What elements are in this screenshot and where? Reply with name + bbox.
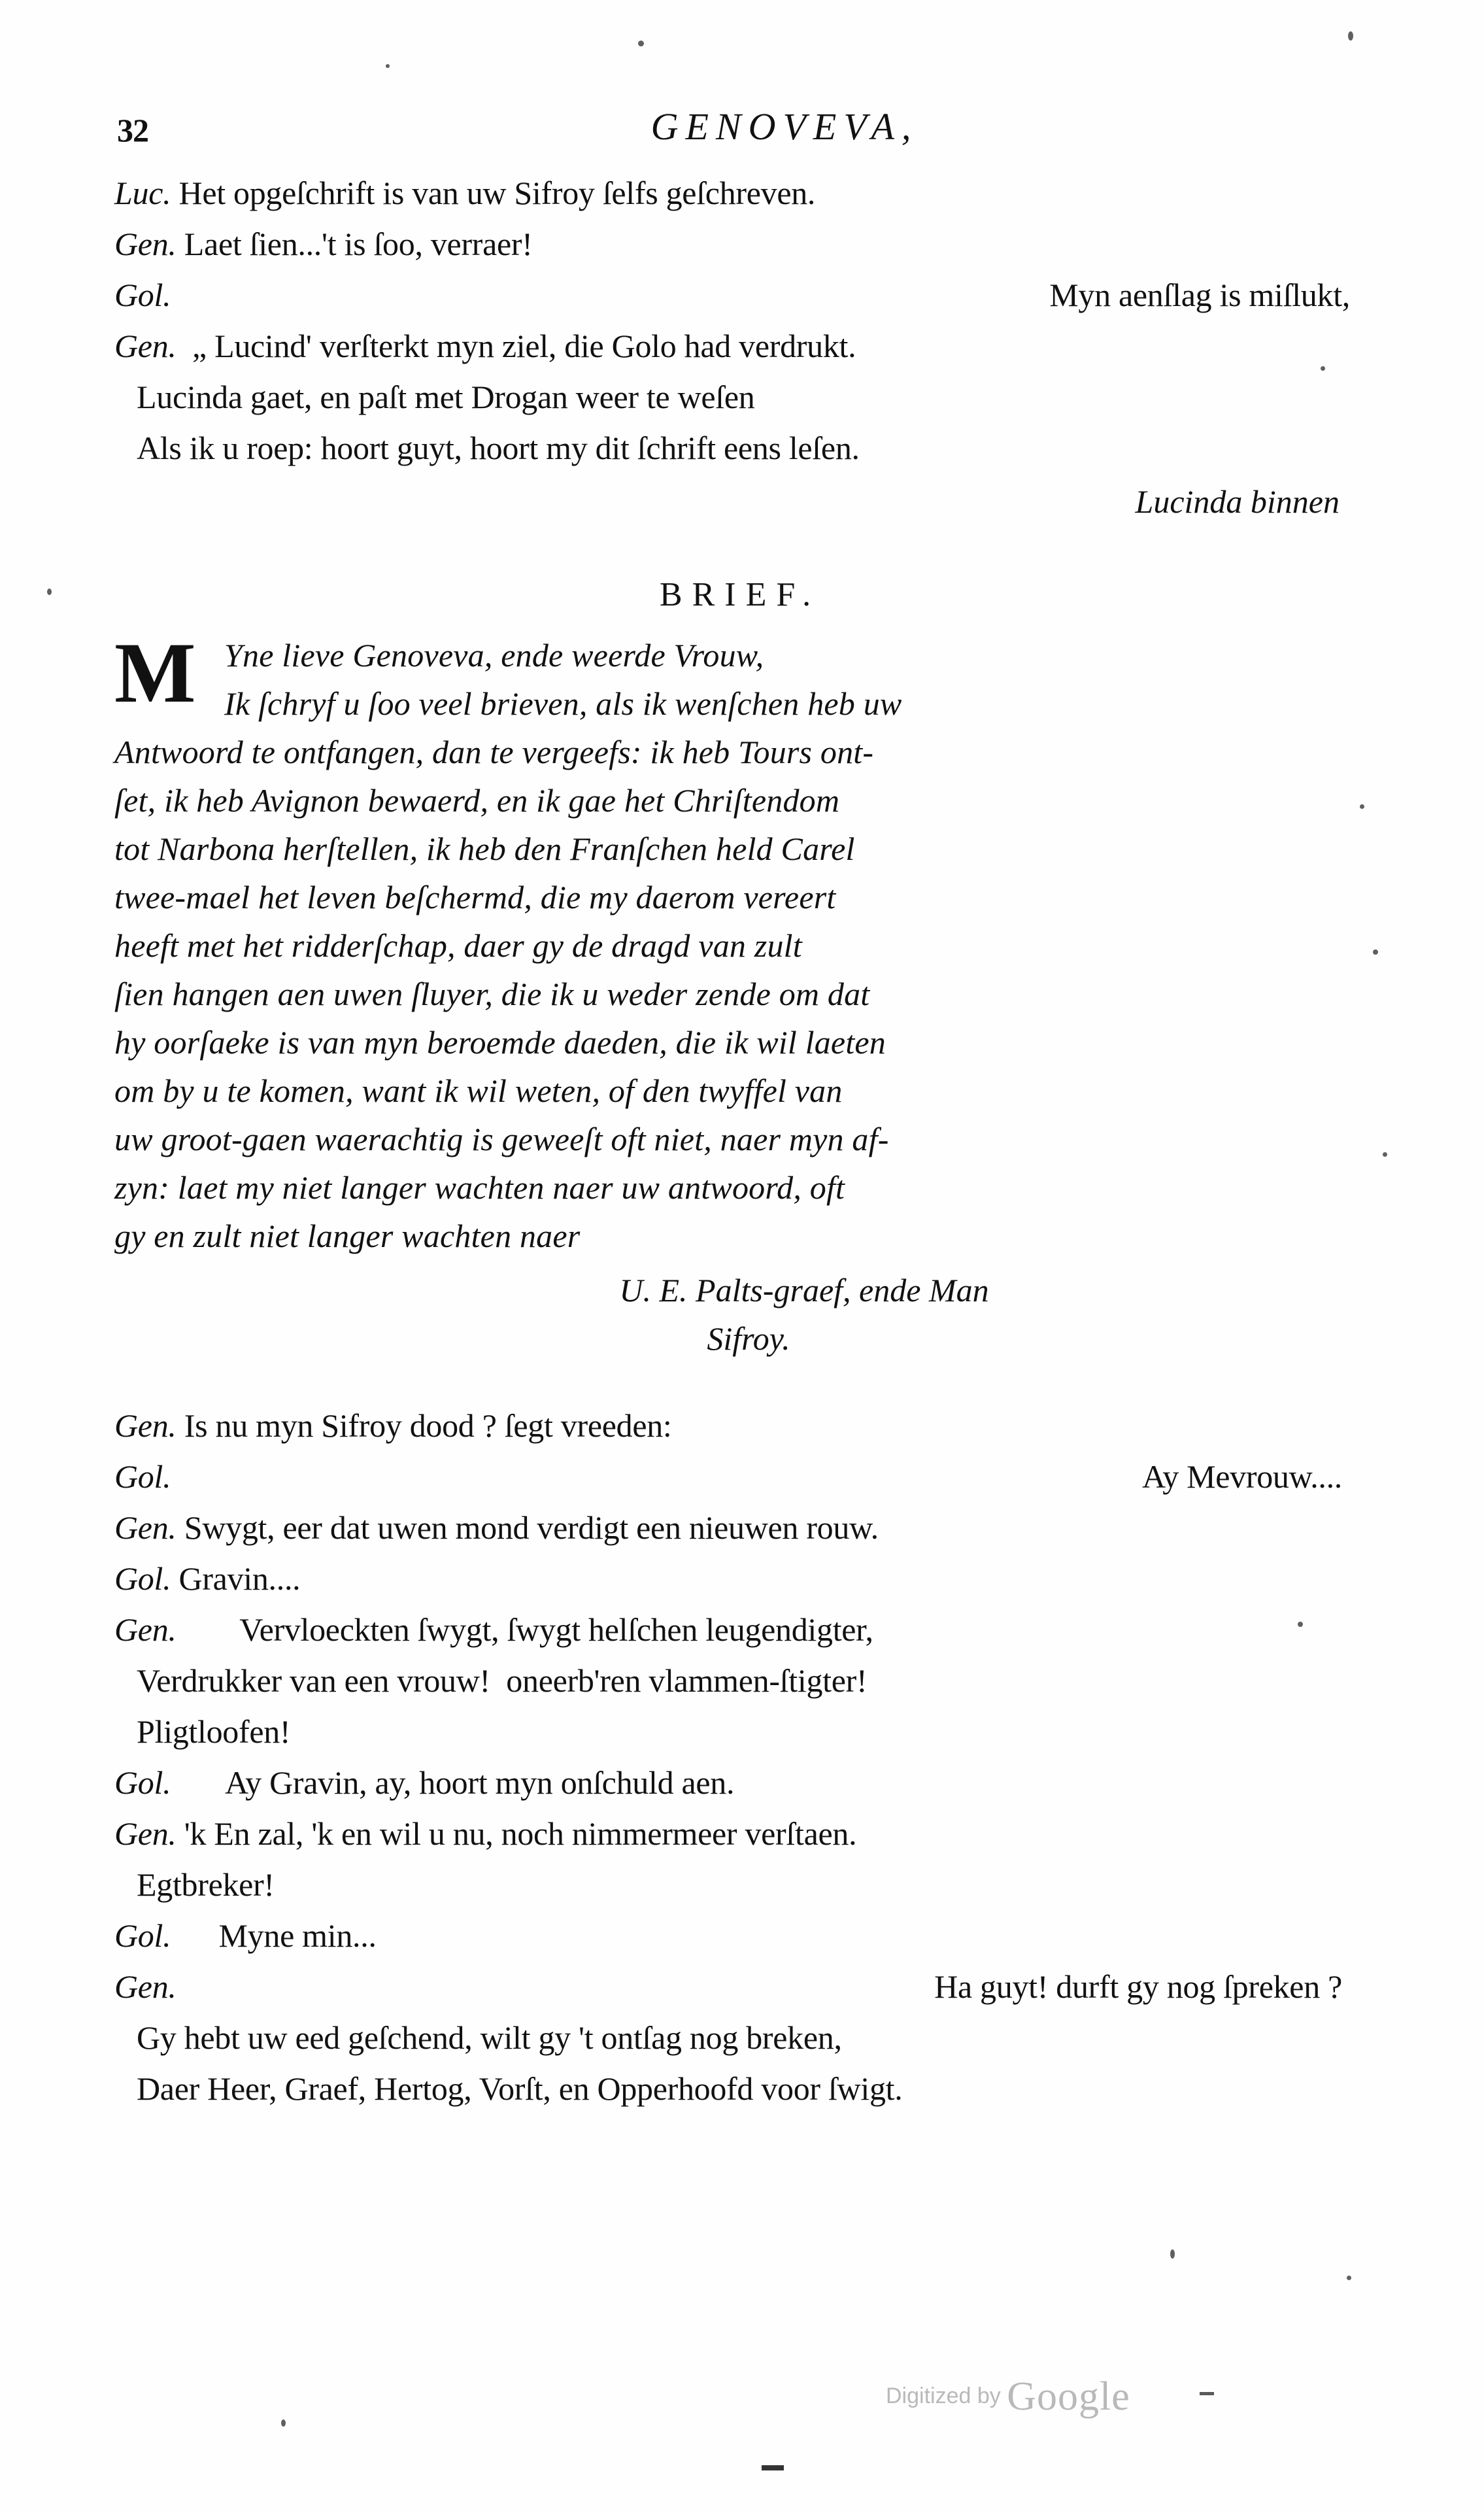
dialogue-line	[114, 1757, 1357, 1808]
dialogue-text: Swygt, eer dat uwen mond verdigt een nieuwen rouw.	[176, 1509, 879, 1546]
letter-line: ſet, ik heb Avignon bewaerd, en ik gae het Chriſtendom	[114, 782, 840, 819]
speaker-label: Gol.	[114, 1560, 171, 1597]
dialogue-line-continuation	[114, 1961, 1357, 2012]
scan-speck	[1373, 949, 1378, 955]
letter-signature-name: Sifroy.	[707, 1320, 790, 1357]
watermark-dash	[1200, 2392, 1214, 2395]
dialogue-line	[114, 1808, 1357, 1859]
dialogue-text: Verdrukker van een vrouw! oneerb'ren vlammen-ſtigter!	[137, 1662, 868, 1699]
page-text-block	[114, 105, 1357, 2114]
letter-line: om by u te komen, want ik wil weten, of den twyffel van	[114, 1072, 843, 1109]
dialogue-text: Ha guyt! durft gy nog ſpreken ?	[934, 1968, 1342, 2005]
dialogue-line	[114, 422, 1357, 473]
dialogue-line	[114, 1604, 1357, 1655]
google-wordmark: Google	[1007, 2374, 1130, 2419]
dialogue-text: Gy hebt uw eed geſchend, wilt gy 't ontſag nog breken,	[137, 2019, 842, 2056]
dialogue-line	[114, 1553, 1357, 1604]
dialogue-text: Egtbreker!	[137, 1866, 275, 1903]
dialogue-line	[114, 167, 1357, 218]
scan-speck	[1347, 2276, 1351, 2280]
speaker-label: Gen.	[114, 1815, 177, 1852]
dialogue-line	[114, 2063, 1357, 2114]
speaker-label: Luc.	[114, 175, 171, 211]
dialogue-text: Vervloeckten ſwygt, ſwygt helſchen leugendigter,	[176, 1611, 873, 1648]
speaker-label: Gen.	[114, 328, 177, 364]
page-bottom-mark	[762, 2465, 784, 2470]
dialogue-text: Als ik u roep: hoort guyt, hoort my dit ſchrift eens leſen.	[137, 430, 860, 466]
speaker-label: Gen.	[114, 1611, 177, 1648]
letter-line: tot Narbona herſtellen, ik heb den Franſchen held Carel	[114, 830, 855, 867]
dialogue-line	[114, 1400, 1357, 1451]
speaker-label: Gol.	[114, 1458, 171, 1495]
speaker-label: Gen.	[114, 1509, 177, 1546]
speaker-label: Gol.	[114, 277, 171, 313]
scan-speck	[47, 589, 52, 595]
scan-speck	[1360, 804, 1364, 809]
dialogue-text: Myn aenſlag is miſlukt,	[1049, 277, 1350, 313]
running-head-title: GENOVEVA,	[650, 105, 919, 148]
speaker-label: Gen.	[114, 226, 177, 262]
dialogue-line	[114, 1502, 1357, 1553]
dialogue-text: Is nu myn Sifroy dood ? ſegt vreeden:	[176, 1407, 672, 1444]
dialogue-text: Het opgeſchrift is van uw Sifroy ſelfs geſchreven.	[171, 175, 816, 211]
dialogue-line	[114, 1706, 1357, 1757]
speaker-label: Gol.	[114, 1917, 171, 1954]
scan-speck	[1383, 1152, 1387, 1157]
dialogue-line	[114, 1655, 1357, 1706]
section-gap	[114, 1362, 1357, 1400]
scan-speck	[386, 64, 390, 68]
speaker-label: Gen.	[114, 1407, 177, 1444]
dialogue-line	[114, 320, 1357, 371]
dialogue-line	[114, 1910, 1357, 1961]
letter-line: zyn: laet my niet langer wachten naer uw antwoord, oft	[114, 1169, 845, 1206]
scan-speck	[1348, 31, 1353, 41]
dialogue-text: Ay Mevrouw....	[1142, 1458, 1342, 1495]
scan-speck	[1170, 2249, 1175, 2259]
drop-cap: M	[114, 624, 196, 721]
dialogue-line-continuation	[114, 1451, 1357, 1502]
dialogue-text: „ Lucind' verſterkt myn ziel, die Golo had verdrukt.	[176, 328, 856, 364]
dialogue-text: Daer Heer, Graef, Hertog, Vorſt, en Opperhoofd voor ſwigt.	[137, 2070, 903, 2107]
dialogue-text: 'k En zal, 'k en wil u nu, noch nimmermeer verſtaen.	[176, 1815, 857, 1852]
page-header	[114, 105, 1357, 167]
dialogue-text: Gravin....	[171, 1560, 301, 1597]
folio-number: 32	[117, 112, 148, 148]
scan-speck	[281, 2419, 286, 2427]
letter-body	[114, 624, 1357, 1362]
dialogue-text: Myne min...	[171, 1917, 377, 1954]
dialogue-text: Laet ſien...'t is ſoo, verraer!	[176, 226, 533, 262]
dialogue-line	[114, 2012, 1357, 2063]
letter-line: heeft met het ridderſchap, daer gy de dragd van zult	[114, 927, 802, 964]
dialogue-text: Lucinda gaet, en paſt met Drogan weer te weſen	[137, 379, 755, 415]
dialogue-line	[114, 1859, 1357, 1910]
letter-line: Yne lieve Genoveva, ende weerde Vrouw,	[224, 637, 764, 674]
dialogue-line	[114, 218, 1357, 269]
brief-heading: BRIEF.	[659, 576, 821, 613]
letter-line: Antwoord te ontfangen, dan te vergeefs: ik heb Tours ont-	[114, 734, 874, 770]
letter-line: ſien hangen aen uwen ſluyer, die ik u weder zende om dat	[114, 976, 870, 1012]
dialogue-bottom	[114, 1400, 1357, 2114]
digitized-watermark	[886, 2374, 1130, 2420]
dialogue-text: Ay Gravin, ay, hoort myn onſchuld aen.	[171, 1764, 735, 1801]
dialogue-line	[114, 371, 1357, 422]
dialogue-line-continuation	[114, 269, 1357, 320]
letter-line: twee-mael het leven beſchermd, die my daerom vereert	[114, 879, 836, 915]
speaker-label: Gen.	[114, 1968, 177, 2005]
letter-line: hy oorſaeke is van myn beroemde daeden, die ik wil laeten	[114, 1024, 886, 1061]
watermark-prefix: Digitized by	[886, 2383, 1007, 2408]
letter-line: gy en zult niet langer wachten naer	[114, 1218, 581, 1254]
dialogue-top	[114, 167, 1357, 473]
stage-direction: Lucinda binnen	[1135, 483, 1340, 520]
speaker-label: Gol.	[114, 1764, 171, 1801]
letter-line: uw groot-gaen waerachtig is geweeſt oft niet, naer myn af-	[114, 1121, 889, 1157]
scan-speck	[638, 41, 644, 46]
letter-line: Ik ſchryf u ſoo veel brieven, als ik wenſchen heb uw	[224, 685, 902, 722]
letter-signature-title: U. E. Palts-graef, ende Man	[619, 1272, 989, 1308]
dialogue-text: Pligtloofen!	[137, 1713, 291, 1750]
